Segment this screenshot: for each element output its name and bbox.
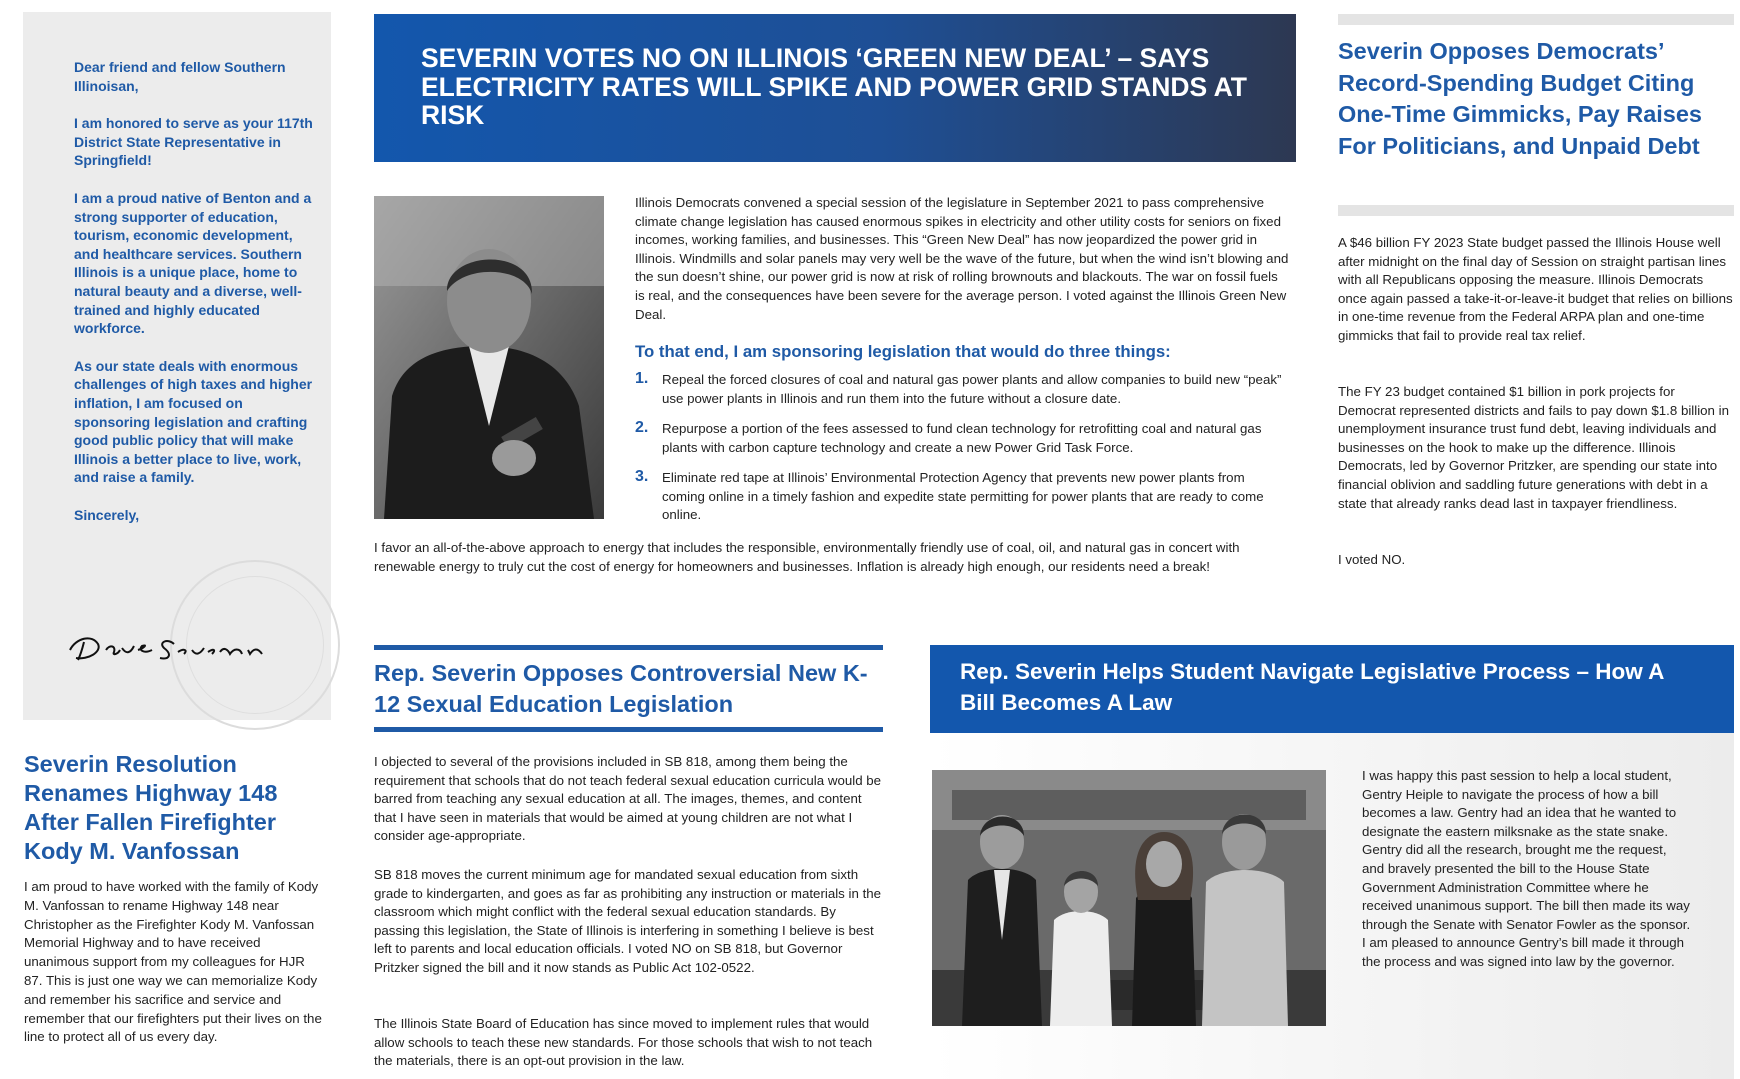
sexed-heading: Rep. Severin Opposes Controversial New K-12 Sexual Education Legislation [374,660,868,717]
budget-heading: Severin Opposes Democrats’ Record-Spending Budget Citing One-Time Gimmicks, Pay Raises For Politicians, and Unpaid Debt [1338,38,1702,159]
budget-divider-top [1338,14,1734,25]
item-text: Eliminate red tape at Illinois’ Environmental Protection Agency that prevents new power plants from coming online in a timely fashion and expedite state permitting for power plants that are ready to come online. [662,470,1264,523]
sexed-rule-bottom [374,727,883,732]
student-group-photo [932,770,1326,1026]
budget-divider-bottom [1338,205,1734,216]
item-number: 2. [635,419,649,436]
sexed-paragraph: The Illinois State Board of Education has since moved to implement rules that would allow schools to teach these new standards. For those schools that wish to not teach the materials, there is an opt-out provision in the law. [374,1016,873,1069]
resolution-heading: Severin Resolution Renames Highway 148 After Fallen Firefighter Kody M. Vanfossan [24,751,278,864]
budget-paragraph: A $46 billion FY 2023 State budget passed the Illinois House well after midnight on the final day of Session on straight partisan lines with all Republicans opposing the measure. Illinois Democrats once again passed a take-it-or-leave-it budget that relies on billions in one-time revenue from the Federal ARPA plan and one-time gimmicks that fail to provide real tax relief. [1338,235,1733,343]
letter-paragraph: I am a proud native of Benton and a strong supporter of education, tourism, economic development, and healthcare services. Southern Illinois is a unique place, home to natural beauty and a diverse, well-trained and highly educated workforce. [74,189,312,337]
gnd-headline: SEVERIN VOTES NO ON ILLINOIS ‘GREEN NEW DEAL’ – SAYS ELECTRICITY RATES WILL SPIKE AND POWER GRID STANDS AT RISK [421,43,1247,130]
student-body: I was happy this past session to help a local student, Gentry Heiple to navigate the process of how a bill becomes a law. Gentry had an idea that he wanted to designate the eastern milksnake as the state snake. Gentry did all the research, brought me the request, and bravely presented the bill to the House State Government Administration Committee where he received unanimous support. The bill then made its way through the Senate with Senator Fowler as the sponsor. I am pleased to announce Gentry’s bill made it through the process and was signed into law by the governor. [1362,768,1691,969]
gnd-closing-text: I favor an all-of-the-above approach to energy that includes the responsible, environmentally friendly use of coal, oil, and natural gas in concert with renewable energy to truly cut the cost of energy for homeowners and businesses. Inflation is already high enough, our residents need a break! [374,540,1240,574]
item-text: Repurpose a portion of the fees assessed to fund clean technology for retrofitting coal and natural gas plants with carbon capture technology and create a new Power Grid Task Force. [662,421,1262,455]
gnd-intro-text: Illinois Democrats convened a special session of the legislature in September 2021 to pass comprehensive climate change legislation has caused enormous spikes in electricity and other utility costs for seniors on fixed incomes, working families, and businesses. This “Green New Deal” has now jeopardized the power grid in Illinois. Windmills and solar panels may very well be the wave of the future, but when the wind isn’t blowing and the sun doesn’t shine, our power grid is now at risk of rolling brownouts and blackouts. The war on fossil fuels is real, and the consequences have been severe for the average person. I voted against the Illinois Green New Deal. [635,195,1289,322]
item-number: 1. [635,370,649,387]
student-heading: Rep. Severin Helps Student Navigate Legislative Process – How A Bill Becomes A Law [960,659,1664,715]
gnd-subheading: To that end, I am sponsoring legislation that would do three things: [635,342,1171,361]
sexed-paragraph: I objected to several of the provisions included in SB 818, among them being the requirement that schools that do not teach federal sexual education curricula would be barred from teaching any sexual education at all. The images, themes, and content that I have seen in materials that would be aimed at young children are not what I consider age-appropriate. [374,754,882,844]
signature-image [62,620,302,668]
letter-closing: Sincerely, [74,506,140,523]
item-number: 3. [635,468,649,485]
letter-paragraph: I am honored to serve as your 117th District State Representative in Springfield! [74,115,313,169]
budget-paragraph: The FY 23 budget contained $1 billion in pork projects for Democrat represented districts and fails to pay down $1.8 billion in unemployment insurance trust fund debt, leaving individuals and businesses on the hook to make up the difference. Illinois Democrats, led by Governor Pritzker, are spending our state into financial oblivion and saddling future generations with debt in a state that already ranks dead last in taxpayer friendliness. [1338,384,1729,511]
sexed-rule-top [374,645,883,650]
letter-text [74,58,314,543]
severin-speaking-photo [374,196,604,519]
item-text: Repeal the forced closures of coal and natural gas power plants and allow companies to build new “peak” use power plants in Illinois and run them into the future without a closure date. [662,372,1282,406]
letter-greeting: Dear friend and fellow Southern Illinoisan, [74,59,286,94]
resolution-body: I am proud to have worked with the family of Kody M. Vanfossan to rename Highway 148 near Christopher as the Firefighter Kody M. Vanfossan Memorial Highway and to have received unanimous support from my colleagues for HJR 87. This is just one way we can memorialize Kody and remember his sacrifice and service and remember that our firefighters put their lives on the line to protect all of us every day. [24,879,322,1045]
budget-vote: I voted NO. [1338,552,1406,567]
letter-paragraph: As our state deals with enormous challenges of high taxes and higher inflation, I am focused on sponsoring legislation and crafting good public policy that will make Illinois a better place to live, work, and raise a family. [74,357,313,486]
sexed-paragraph: SB 818 moves the current minimum age for mandated sexual education from sixth grade to kindergarten, and goes as far as prohibiting any instruction or materials in the classroom which might conflict with the federal sexual education standards. By passing this legislation, the State of Illinois is interfering in something I believe is best left to parents and local education officials. I voted NO on SB 818, but Governor Pritzker signed the bill and it now stands as Public Act 102-0522. [374,867,882,975]
